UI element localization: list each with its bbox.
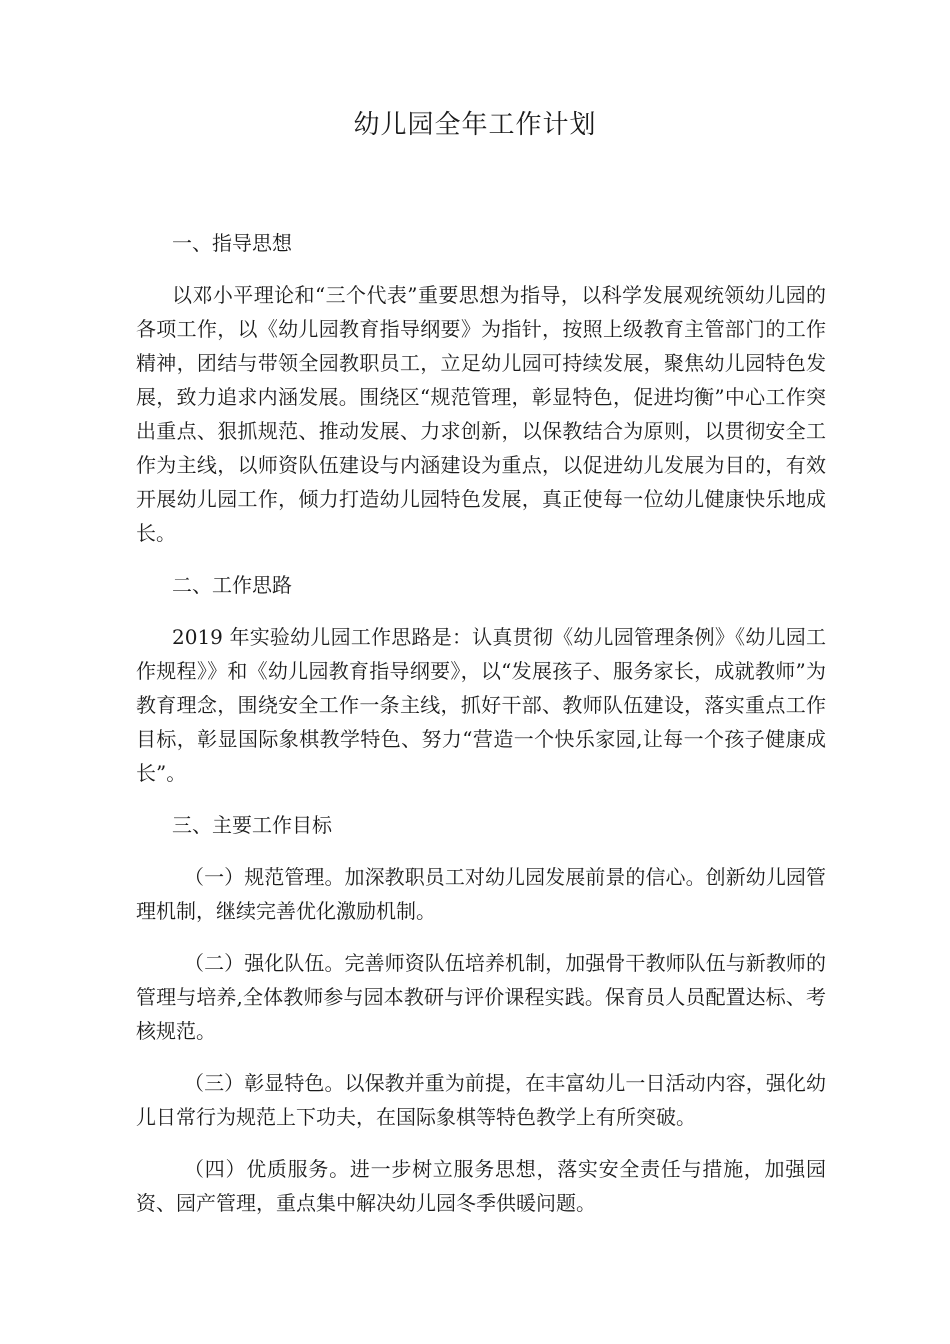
- section-heading-guiding-ideology: 一、指导思想: [172, 231, 292, 255]
- goal-item-strengthen-team: （二）强化队伍。完善师资队伍培养机制，加强骨干教师队伍与新教师的管理与培养,全体教师参与园本教研与评价课程实践。保育员人员配置达标、考核规范。: [136, 951, 826, 1043]
- document-body: [136, 226, 826, 1238]
- section-body-guiding-ideology: 以邓小平理论和“三个代表”重要思想为指导，以科学发展观统领幼儿园的各项工作，以《幼儿园教育指导纲要》为指针，按照上级教育主管部门的工作精神，团结与带领全园教职员工，立足幼儿园可持续发展，聚焦幼儿园特色发展，致力追求内涵发展。围绕区“规范管理，彰显特色，促进均衡”中心工作突出重点、狠抓规范、推动发展、力求创新，以保教结合为原则，以贯彻安全工作为主线，以师资队伍建设与内涵建设为重点，以促进幼儿发展为目的，有效开展幼儿园工作，倾力打造幼儿园特色发展，真正使每一位幼儿健康快乐地成长。: [136, 283, 826, 545]
- section-heading-main-goals: 三、主要工作目标: [172, 813, 332, 837]
- goal-item-quality-service: （四）优质服务。进一步树立服务思想，落实安全责任与措施，加强园资、园产管理，重点集中解决幼儿园冬季供暖问题。: [136, 1157, 826, 1215]
- document-title: 幼儿园全年工作计划: [353, 110, 597, 140]
- section-heading-work-approach: 二、工作思路: [172, 573, 292, 597]
- goal-item-highlight-features: （三）彰显特色。以保教并重为前提，在丰富幼儿一日活动内容，强化幼儿日常行为规范上下功夫，在国际象棋等特色教学上有所突破。: [136, 1071, 826, 1129]
- section-body-work-approach: 2019 年实验幼儿园工作思路是：认真贯彻《幼儿园管理条例》《幼儿园工作规程》》和《幼儿园教育指导纲要》，以“发展孩子、服务家长，成就教师”为教育理念，围绕安全工作一条主线，抓好干部、教师队伍建设，落实重点工作目标，彰显国际象棋教学特色、努力“营造一个快乐家园,让每一个孩子健康成长”。: [136, 625, 826, 785]
- goal-item-standardize-management: （一）规范管理。加深教职员工对幼儿园发展前景的信心。创新幼儿园管理机制，继续完善优化激励机制。: [136, 865, 826, 923]
